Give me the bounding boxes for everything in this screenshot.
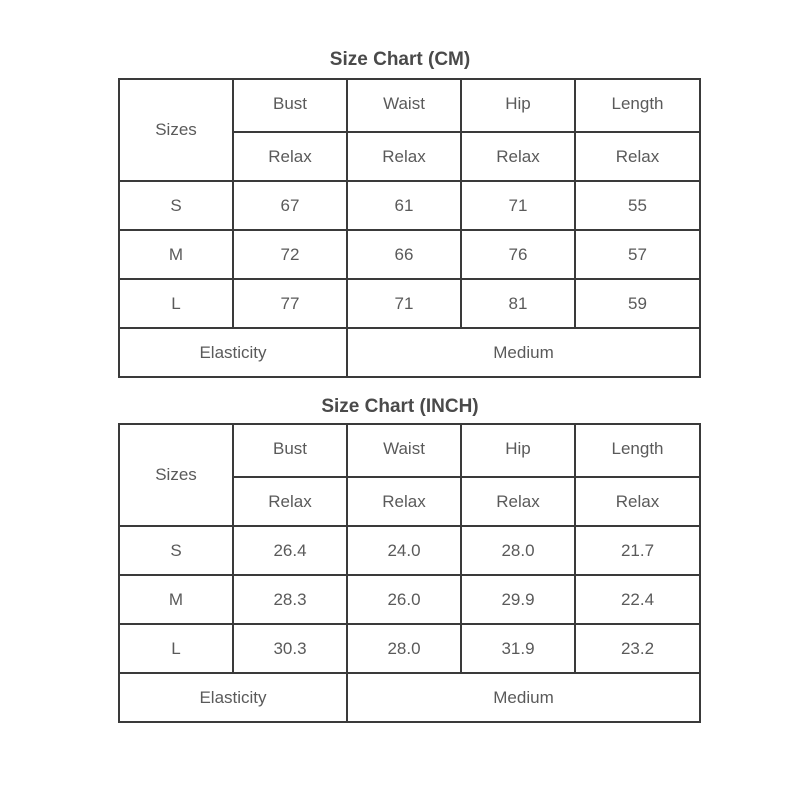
sizes-header: Sizes — [119, 424, 233, 526]
table-cell: 28.0 — [461, 526, 575, 575]
table-cell: 22.4 — [575, 575, 700, 624]
table-cell: 26.4 — [233, 526, 347, 575]
table-cell: 28.3 — [233, 575, 347, 624]
size-label: S — [119, 181, 233, 230]
table-cell: 28.0 — [347, 624, 461, 673]
fit-header-bust: Relax — [233, 132, 347, 181]
size-label: S — [119, 526, 233, 575]
fit-header-waist: Relax — [347, 132, 461, 181]
table-cell: 76 — [461, 230, 575, 279]
elasticity-value: Medium — [347, 673, 700, 722]
elasticity-row — [119, 673, 700, 722]
table-cell: 59 — [575, 279, 700, 328]
fit-header-hip: Relax — [461, 132, 575, 181]
header-row-measures — [119, 424, 700, 477]
measure-header-bust: Bust — [233, 424, 347, 477]
table-cell: 26.0 — [347, 575, 461, 624]
fit-header-length: Relax — [575, 477, 700, 526]
elasticity-label: Elasticity — [119, 328, 347, 377]
table-cell: 31.9 — [461, 624, 575, 673]
table-cell: 57 — [575, 230, 700, 279]
table-cell: 24.0 — [347, 526, 461, 575]
table-cell: 77 — [233, 279, 347, 328]
table-row — [119, 279, 700, 328]
size-label: M — [119, 230, 233, 279]
fit-header-bust: Relax — [233, 477, 347, 526]
table-cell: 30.3 — [233, 624, 347, 673]
measure-header-bust: Bust — [233, 79, 347, 132]
table-cell: 67 — [233, 181, 347, 230]
table-cell: 71 — [461, 181, 575, 230]
fit-header-waist: Relax — [347, 477, 461, 526]
table-row — [119, 181, 700, 230]
measure-header-length: Length — [575, 424, 700, 477]
elasticity-row — [119, 328, 700, 377]
table-cell: 61 — [347, 181, 461, 230]
measure-header-hip: Hip — [461, 79, 575, 132]
elasticity-value: Medium — [347, 328, 700, 377]
table-row — [119, 575, 700, 624]
table-cell: 71 — [347, 279, 461, 328]
size-label: L — [119, 624, 233, 673]
measure-header-length: Length — [575, 79, 700, 132]
fit-header-length: Relax — [575, 132, 700, 181]
table-row — [119, 230, 700, 279]
size-chart-inch-title: Size Chart (INCH) — [321, 396, 479, 417]
header-row-measures — [119, 79, 700, 132]
table-cell: 29.9 — [461, 575, 575, 624]
measure-header-hip: Hip — [461, 424, 575, 477]
size-chart-inch-table — [118, 423, 701, 723]
table-cell: 23.2 — [575, 624, 700, 673]
size-label: L — [119, 279, 233, 328]
measure-header-waist: Waist — [347, 79, 461, 132]
size-label: M — [119, 575, 233, 624]
sizes-header: Sizes — [119, 79, 233, 181]
table-cell: 21.7 — [575, 526, 700, 575]
table-cell: 55 — [575, 181, 700, 230]
size-chart-cm-title: Size Chart (CM) — [329, 49, 471, 70]
table-cell: 72 — [233, 230, 347, 279]
elasticity-label: Elasticity — [119, 673, 347, 722]
table-row — [119, 526, 700, 575]
size-chart-cm-table — [118, 78, 701, 378]
fit-header-hip: Relax — [461, 477, 575, 526]
table-row — [119, 624, 700, 673]
table-cell: 66 — [347, 230, 461, 279]
table-cell: 81 — [461, 279, 575, 328]
measure-header-waist: Waist — [347, 424, 461, 477]
